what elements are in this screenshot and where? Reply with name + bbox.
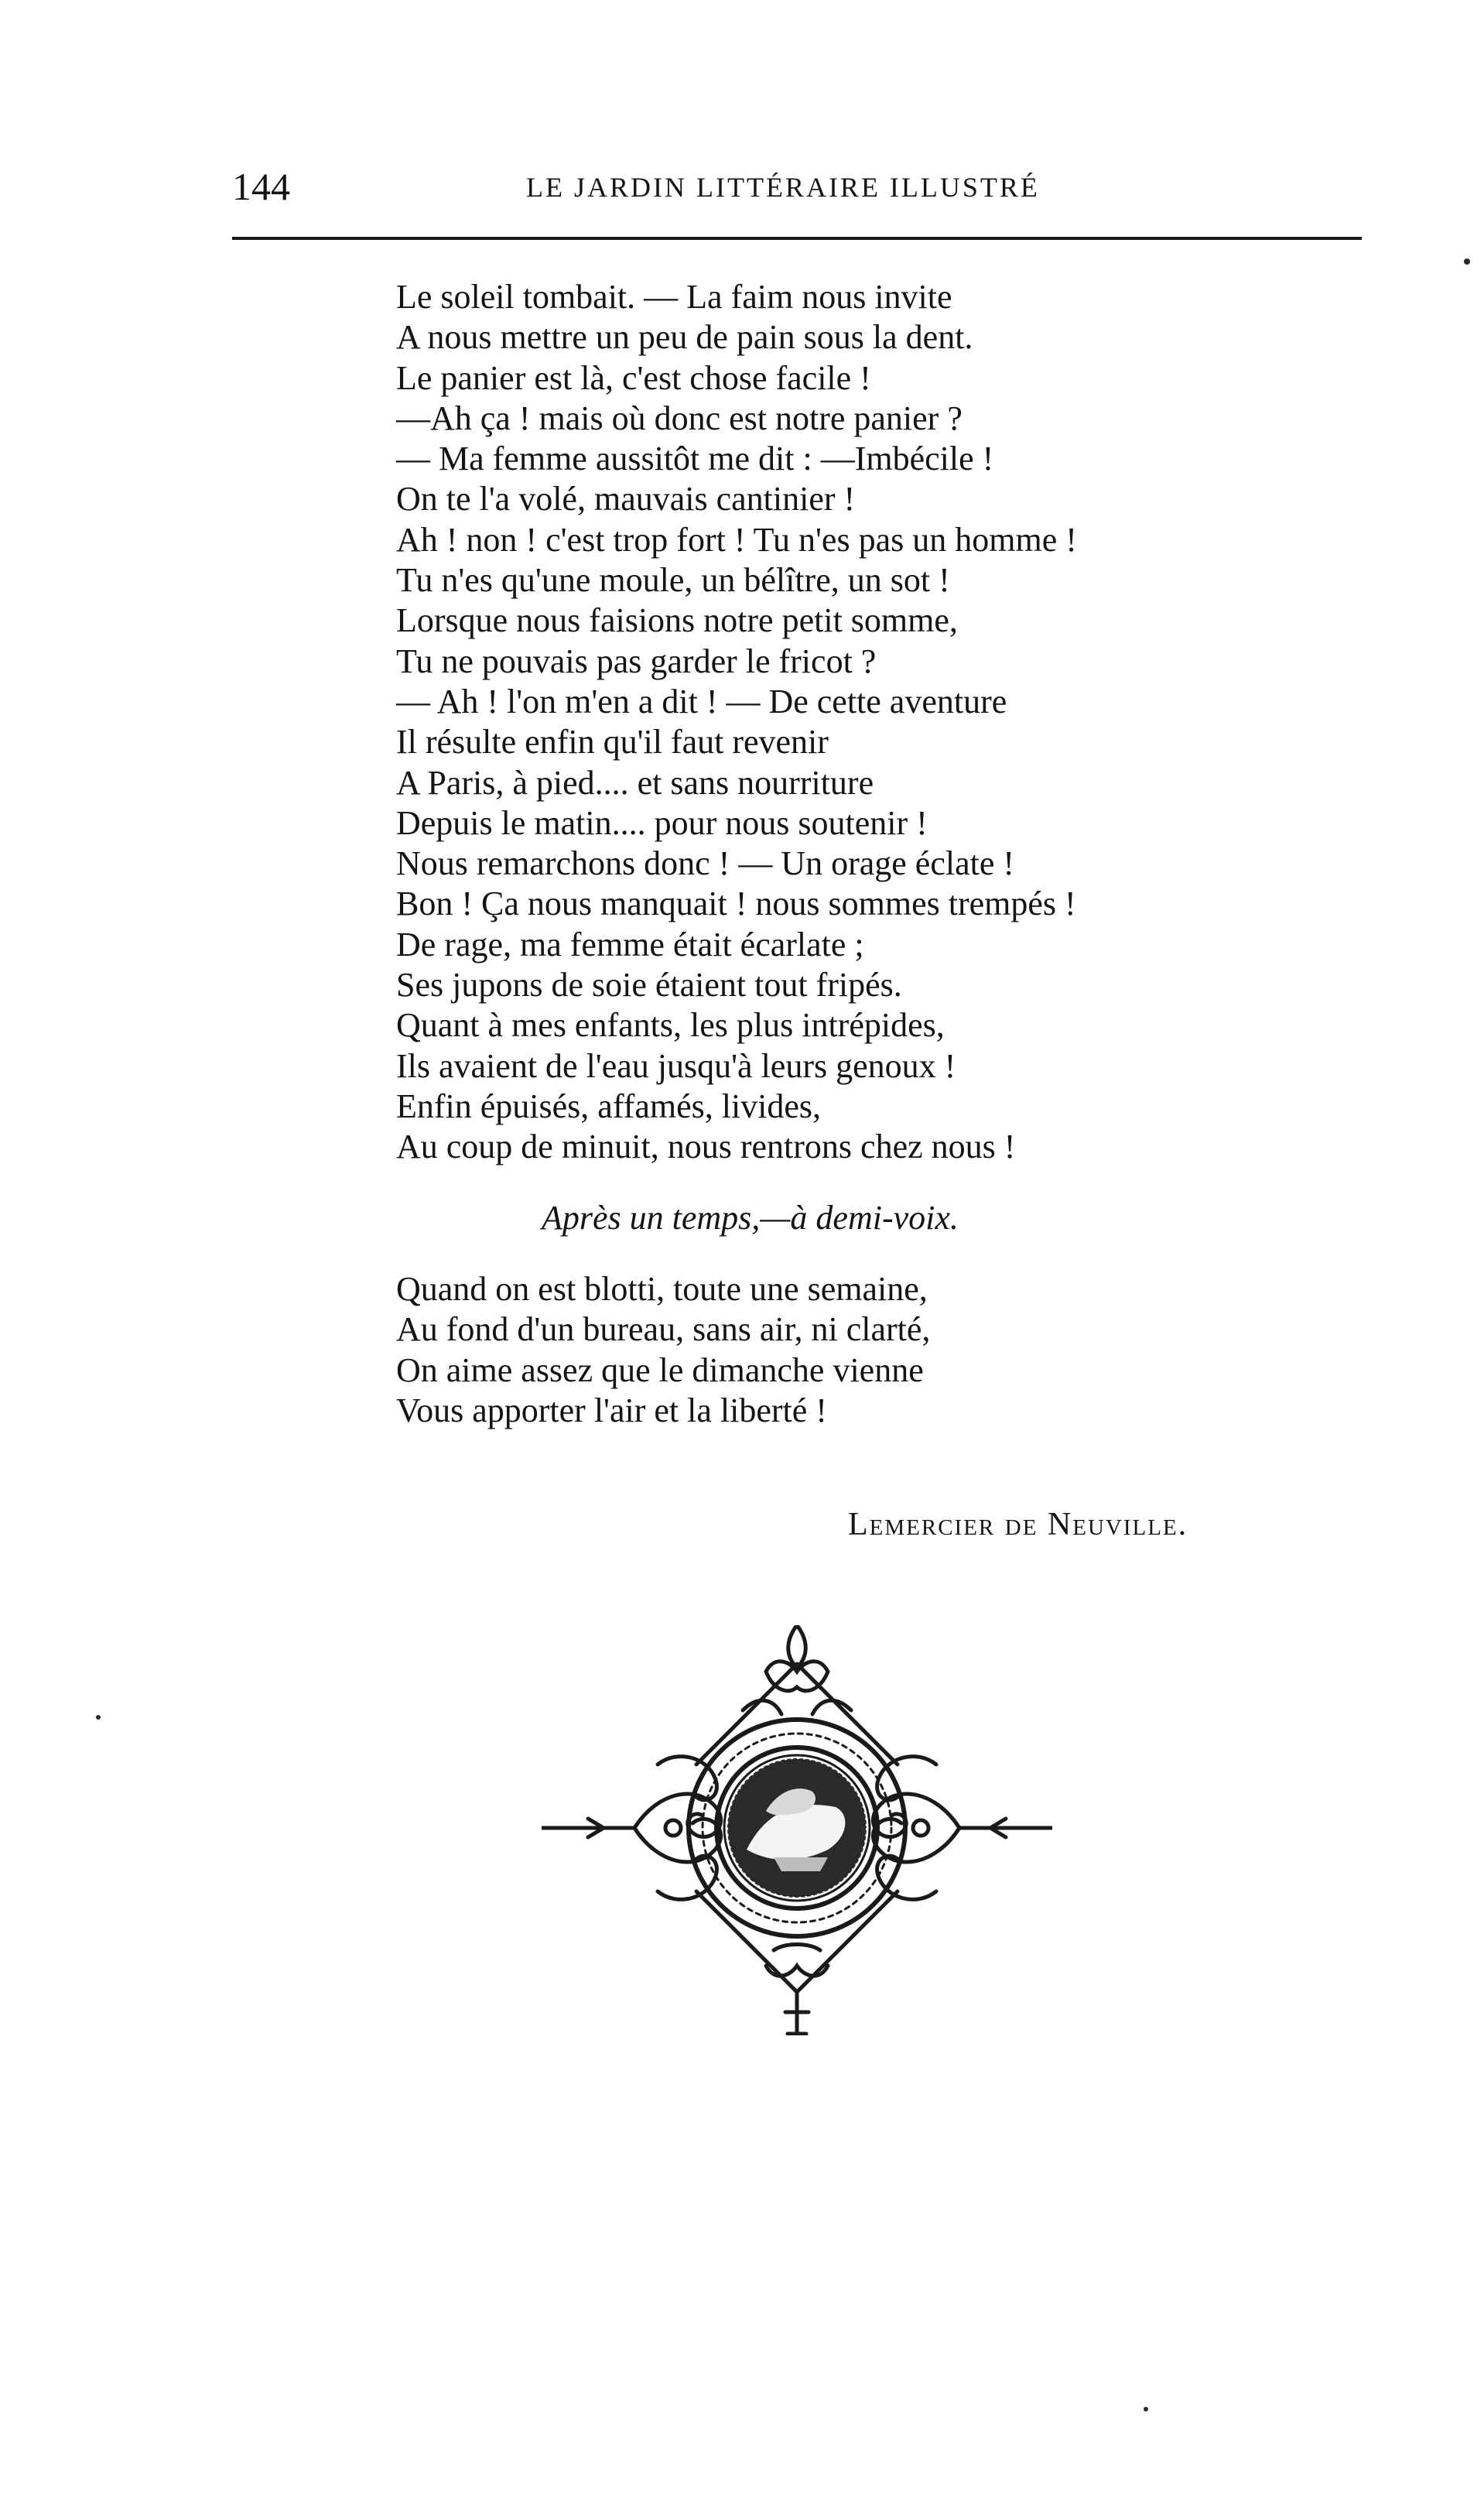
poem-line: Bon ! Ça nous manquait ! nous sommes trempés ! [396,885,1076,923]
poem-line: Lorsque nous faisions notre petit somme, [396,601,958,640]
poem-line: Quant à mes enfants, les plus intrépides, [396,1006,945,1045]
poem-line: De rage, ma femme était écarlate ; [396,925,864,963]
page-number: 144 [232,165,290,208]
poem-line: Nous remarchons donc ! — Un orage éclate ! [396,844,1015,883]
poem-line: Depuis le matin.... pour nous soutenir ! [396,803,928,842]
poem-line: Tu n'es qu'une moule, un bélître, un sot ! [396,561,950,600]
poem-line: Vous apporter l'air et la liberté ! [396,1391,827,1429]
poem-line: Au coup de minuit, nous rentrons chez nous ! [396,1128,1016,1166]
poem-stanza-2 [396,1269,1363,1431]
poem-line: A Paris, à pied.... et sans nourriture [396,763,874,802]
poem-line: Ses jupons de soie étaient tout fripés. [396,966,902,1005]
poem-line: Au fond d'un bureau, sans air, ni clarté, [396,1310,931,1349]
page-header [232,159,1362,214]
decorative-vignette-icon [542,1625,1052,2035]
poem-line: Le soleil tombait. — La faim nous invite [396,278,952,316]
ink-speck [96,1715,101,1720]
poem-line: Quand on est blotti, toute une semaine, [396,1270,928,1308]
poem-line: Enfin épuisés, affamés, livides, [396,1087,822,1125]
header-rule [232,237,1362,240]
poem-line: On aime assez que le dimanche vienne [396,1350,924,1389]
stage-direction: Après un temps,—à demi-voix. [542,1199,959,1237]
poem-line: A nous mettre un peu de pain sous la dent. [396,318,973,357]
running-title: LE JARDIN LITTÉRAIRE ILLUSTRÉ [526,172,1040,203]
poem-line: —Ah ça ! mais où donc est notre panier ? [396,399,963,437]
poem-line: Tu ne pouvais pas garder le fricot ? [396,642,877,680]
poem-line: — Ma femme aussitôt me dit : —Imbécile ! [396,440,994,478]
ink-speck [1464,258,1470,265]
poem-line: Le panier est là, c'est chose facile ! [396,358,871,397]
poem-stanza-1 [396,277,1363,1168]
poem-line: On te l'a volé, mauvais cantinier ! [396,480,856,519]
poem-line: Ah ! non ! c'est trop fort ! Tu n'es pas un homme ! [396,520,1077,559]
author-signature: Lemercier de Neuville. [848,1507,1188,1542]
poem-line: — Ah ! l'on m'en a dit ! — De cette aventure [396,682,1007,720]
poem-line: Il résulte enfin qu'il faut revenir [396,723,829,762]
ink-speck [1144,2407,1148,2411]
poem-line: Ils avaient de l'eau jusqu'à leurs genoux ! [396,1046,956,1085]
